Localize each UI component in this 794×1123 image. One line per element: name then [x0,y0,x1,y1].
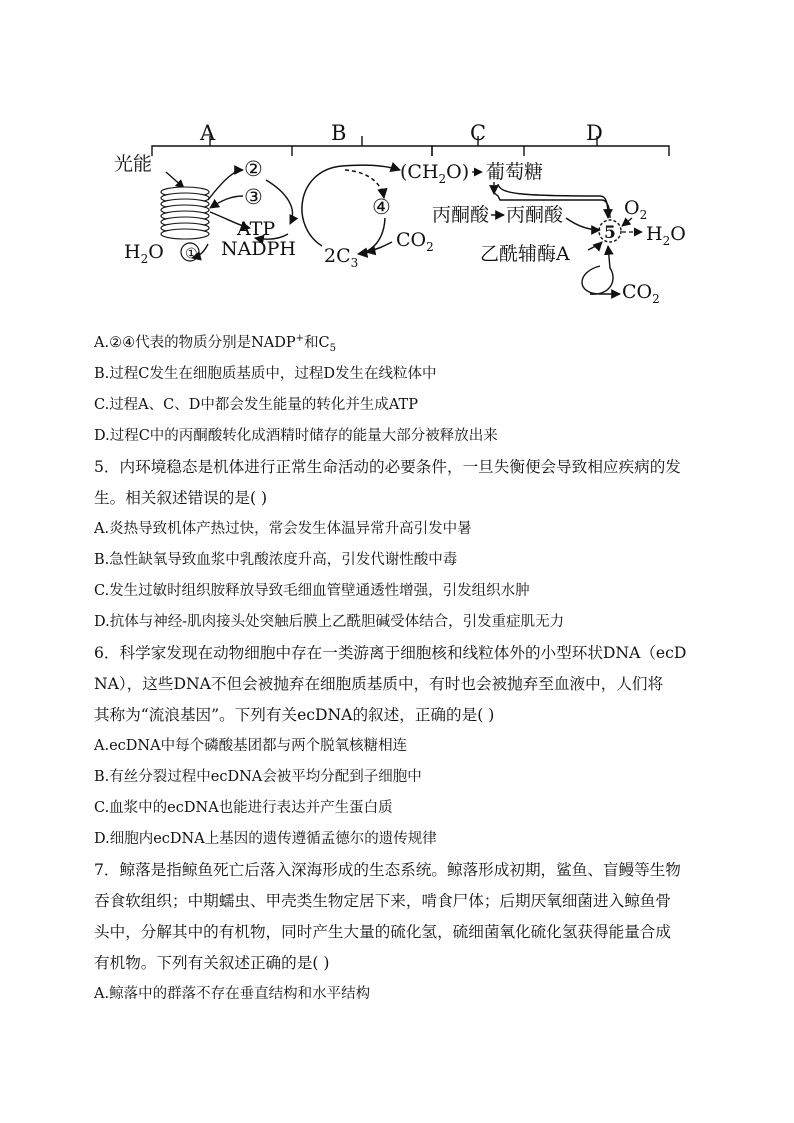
label-3: ③ [244,185,263,209]
q7-option-a: A.鲸落中的群落不存在垂直结构和水平结构 [94,986,371,1002]
q4-option-c: C.过程A、C、D中都会发生能量的转化并生成ATP [94,397,418,413]
q5-option-b: B.急性缺氧导致血浆中乳酸浓度升高，引发代谢性酸中毒 [94,552,458,568]
h2o-label: $H_2O$ [646,223,686,248]
c3-label: $2C_3$ [324,245,359,270]
q7-stem-line-3: 头中，分解其中的有机物，同时产生大量的硫化氢，硫细菌氧化硫化氢获得能量合成 [94,923,671,941]
o2-label: $O_2$ [624,197,648,222]
q4-option-a: A.②④代表的物质分别是NADP+和$C_5$ [94,333,336,354]
co2-calvin-label: $CO_2$ [396,229,434,254]
label-5: 5 [604,223,616,243]
q7-stem-line-1: 7．鲸落是指鲸鱼死亡后落入深海形成的生态系统。鲸落形成初期，鲨鱼、盲鳗等生物 [94,861,681,879]
water-label: $H_2O$ [124,241,164,266]
thylakoid-stack-icon [161,187,209,239]
q7-stem-line-4: 有机物。下列有关叙述正确的是( ) [94,954,330,972]
metabolism-diagram [100,108,720,313]
ch2o-label: $(CH_2O)$ [400,161,470,186]
q6-option-a: A.ecDNA中每个磷酸基团都与两个脱氧核糖相连 [94,738,408,754]
light-energy-label: 光能 [114,153,153,175]
q6-option-d: D.细胞内ecDNA上基因的遗传遵循孟德尔的遗传规律 [94,831,437,847]
atp-label: ATP [237,218,276,240]
q6-option-c: C.血浆中的ecDNA也能进行表达并产生蛋白质 [94,800,393,816]
q7-stem-line-2: 吞食软组织；中期蠕虫、甲壳类生物定居下来，啃食尸体；后期厌氧细菌进入鲸鱼骨 [94,892,671,910]
label-1: ① [185,246,198,262]
q6-stem-line-3: 其称为“流浪基因”。下列有关ecDNA的叙述，正确的是( ) [94,706,495,724]
glucose-label: 葡萄糖 [486,161,544,183]
q5-option-a: A.炎热导致机体产热过快，常会发生体温异常升高引发中暑 [94,521,472,537]
q5-option-c: C.发生过敏时组织胺释放导致毛细血管壁通透性增强，引发组织水肿 [94,583,530,599]
phase-b-label: B [331,121,347,145]
q6-stem-line-1: 6．科学家发现在动物细胞中存在一类游离于细胞核和线粒体外的小型环状DNA（ecD [94,644,687,662]
q6-stem-line-2: NA），这些DNA不但会被抛弃在细胞质基质中，有时也会被抛弃至血液中，人们将 [94,675,664,693]
q5-stem-line-1: 5．内环境稳态是机体进行正常生命活动的必要条件，一旦失衡便会导致相应疾病的发 [94,458,681,476]
q6-option-b: B.有丝分裂过程中ecDNA会被平均分配到子细胞中 [94,769,422,785]
nadph-label: NADPH [221,238,296,260]
pyruvate-label-1: 丙酮酸 [432,204,490,226]
acetyl-coa-label: 乙酰辅酶A [480,243,570,265]
pyruvate-label-2: 丙酮酸 [506,204,564,226]
label-4: ④ [372,195,391,219]
co2-krebs-label: $CO_2$ [622,281,660,306]
q4-option-d: D.过程C中的丙酮酸转化成酒精时储存的能量大部分被释放出来 [94,428,498,444]
phase-d-label: D [586,121,603,145]
phase-a-label: A [200,121,216,145]
question-content [94,328,714,1010]
q5-stem-line-2: 生。相关叙述错误的是( ) [94,489,268,507]
label-2: ② [244,157,263,181]
q5-option-d: D.抗体与神经-肌肉接头处突触后膜上乙酰胆碱受体结合，引发重症肌无力 [94,614,565,630]
q4-option-b: B.过程C发生在细胞质基质中，过程D发生在线粒体中 [94,366,437,382]
phase-c-label: C [470,121,487,145]
